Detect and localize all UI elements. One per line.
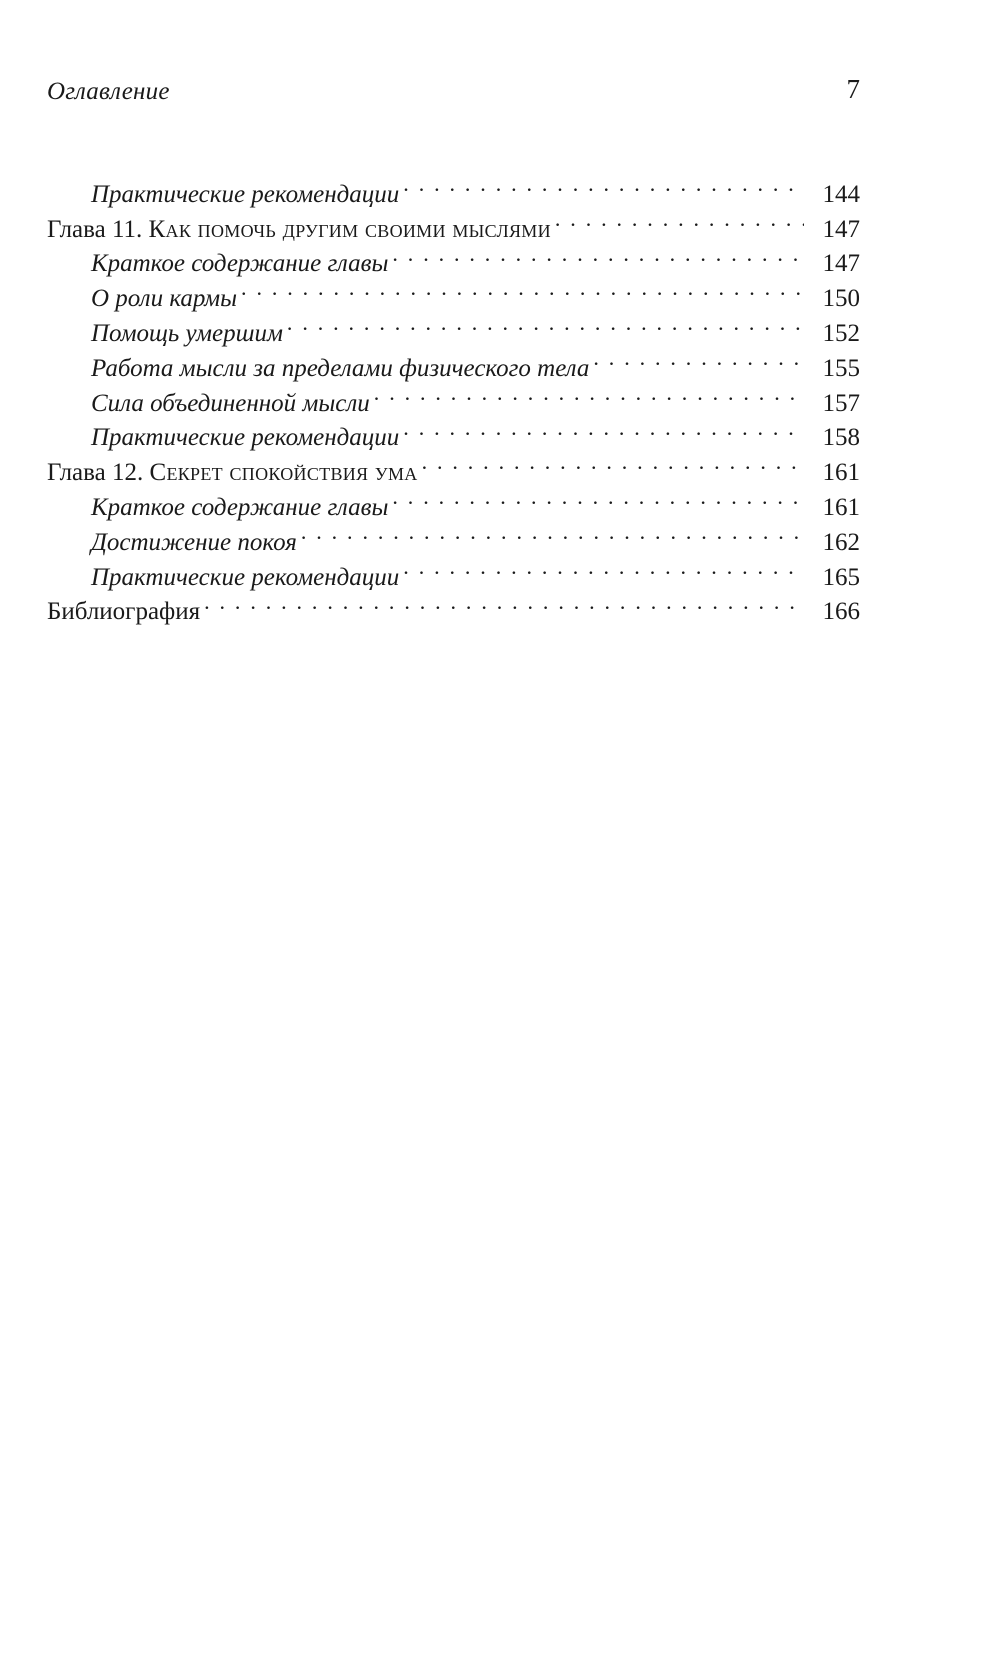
toc-entry-page: 166 xyxy=(822,598,860,626)
toc-entry-practical-recommendations-11 xyxy=(47,411,860,452)
toc-entry-page: 150 xyxy=(822,285,860,313)
toc-dot-leader xyxy=(403,550,804,585)
toc-entry-page: 147 xyxy=(822,215,860,243)
page-number: 7 xyxy=(846,74,860,104)
toc-entry-page: 144 xyxy=(822,180,860,208)
toc-dot-leader xyxy=(392,237,804,272)
toc-entry-karma xyxy=(47,271,860,313)
toc-entry-thought-beyond-body xyxy=(47,341,860,382)
toc-entry-title: Практические рекомендации xyxy=(91,563,400,591)
toc-entry-summary-12 xyxy=(47,480,860,521)
toc-entry-page: 161 xyxy=(822,493,860,521)
toc-entry-helping-deceased xyxy=(47,306,860,347)
table-of-contents xyxy=(47,167,860,626)
toc-entry-page: 147 xyxy=(822,250,860,278)
toc-entry-achieving-peace xyxy=(47,515,860,556)
toc-chapter-prefix: Глава 12. xyxy=(47,459,150,487)
toc-entry-chapter-12 xyxy=(47,445,860,487)
toc-entry-page: 162 xyxy=(822,528,860,556)
toc-entry-title: О роли кармы xyxy=(91,285,238,313)
toc-dot-leader xyxy=(403,167,804,202)
toc-dot-leader xyxy=(392,480,804,515)
toc-entry-title: Помощь умершим xyxy=(91,319,283,347)
running-head: Оглавление xyxy=(47,78,170,105)
toc-dot-leader xyxy=(422,445,804,480)
toc-entry-title: Практические рекомендации xyxy=(91,424,400,452)
toc-entry-practical-recommendations-12 xyxy=(47,550,860,591)
toc-entry-chapter-11 xyxy=(47,202,860,243)
toc-entry-page: 158 xyxy=(822,424,860,452)
toc-dot-leader xyxy=(403,411,804,446)
toc-entry-practical-recommendations-10 xyxy=(47,167,860,208)
toc-entry-page: 157 xyxy=(822,389,860,417)
toc-entry-title: Сила объединенной мысли xyxy=(91,389,370,417)
toc-entry-summary-11 xyxy=(47,237,860,278)
toc-entry-page: 155 xyxy=(822,354,860,382)
toc-entry-title: Работа мысли за пределами физического тела xyxy=(91,354,590,382)
toc-dot-leader xyxy=(593,341,804,376)
toc-chapter-prefix: Глава 11. xyxy=(47,215,149,243)
toc-entry-bibliography xyxy=(47,585,860,626)
toc-chapter-name: Как помочь другим своими мыслями xyxy=(148,215,551,243)
toc-entry-page: 152 xyxy=(822,319,860,347)
toc-dot-leader xyxy=(374,376,804,411)
toc-entry-title: Краткое содержание главы xyxy=(91,493,389,521)
toc-chapter-name: Секрет спокойствия ума xyxy=(149,459,418,487)
toc-entry-title: Библиография xyxy=(47,598,201,626)
toc-entry-page: 161 xyxy=(822,459,860,487)
toc-entry-title: Краткое содержание главы xyxy=(91,250,389,278)
toc-dot-leader xyxy=(301,515,804,550)
toc-entry-title: Достижение покоя xyxy=(91,528,297,556)
toc-dot-leader xyxy=(241,271,804,306)
toc-entry-title: Практические рекомендации xyxy=(91,180,400,208)
toc-dot-leader xyxy=(204,585,804,620)
toc-dot-leader xyxy=(555,202,804,237)
toc-entry-united-thought xyxy=(47,376,860,417)
toc-dot-leader xyxy=(287,306,804,341)
toc-entry-page: 165 xyxy=(822,563,860,591)
